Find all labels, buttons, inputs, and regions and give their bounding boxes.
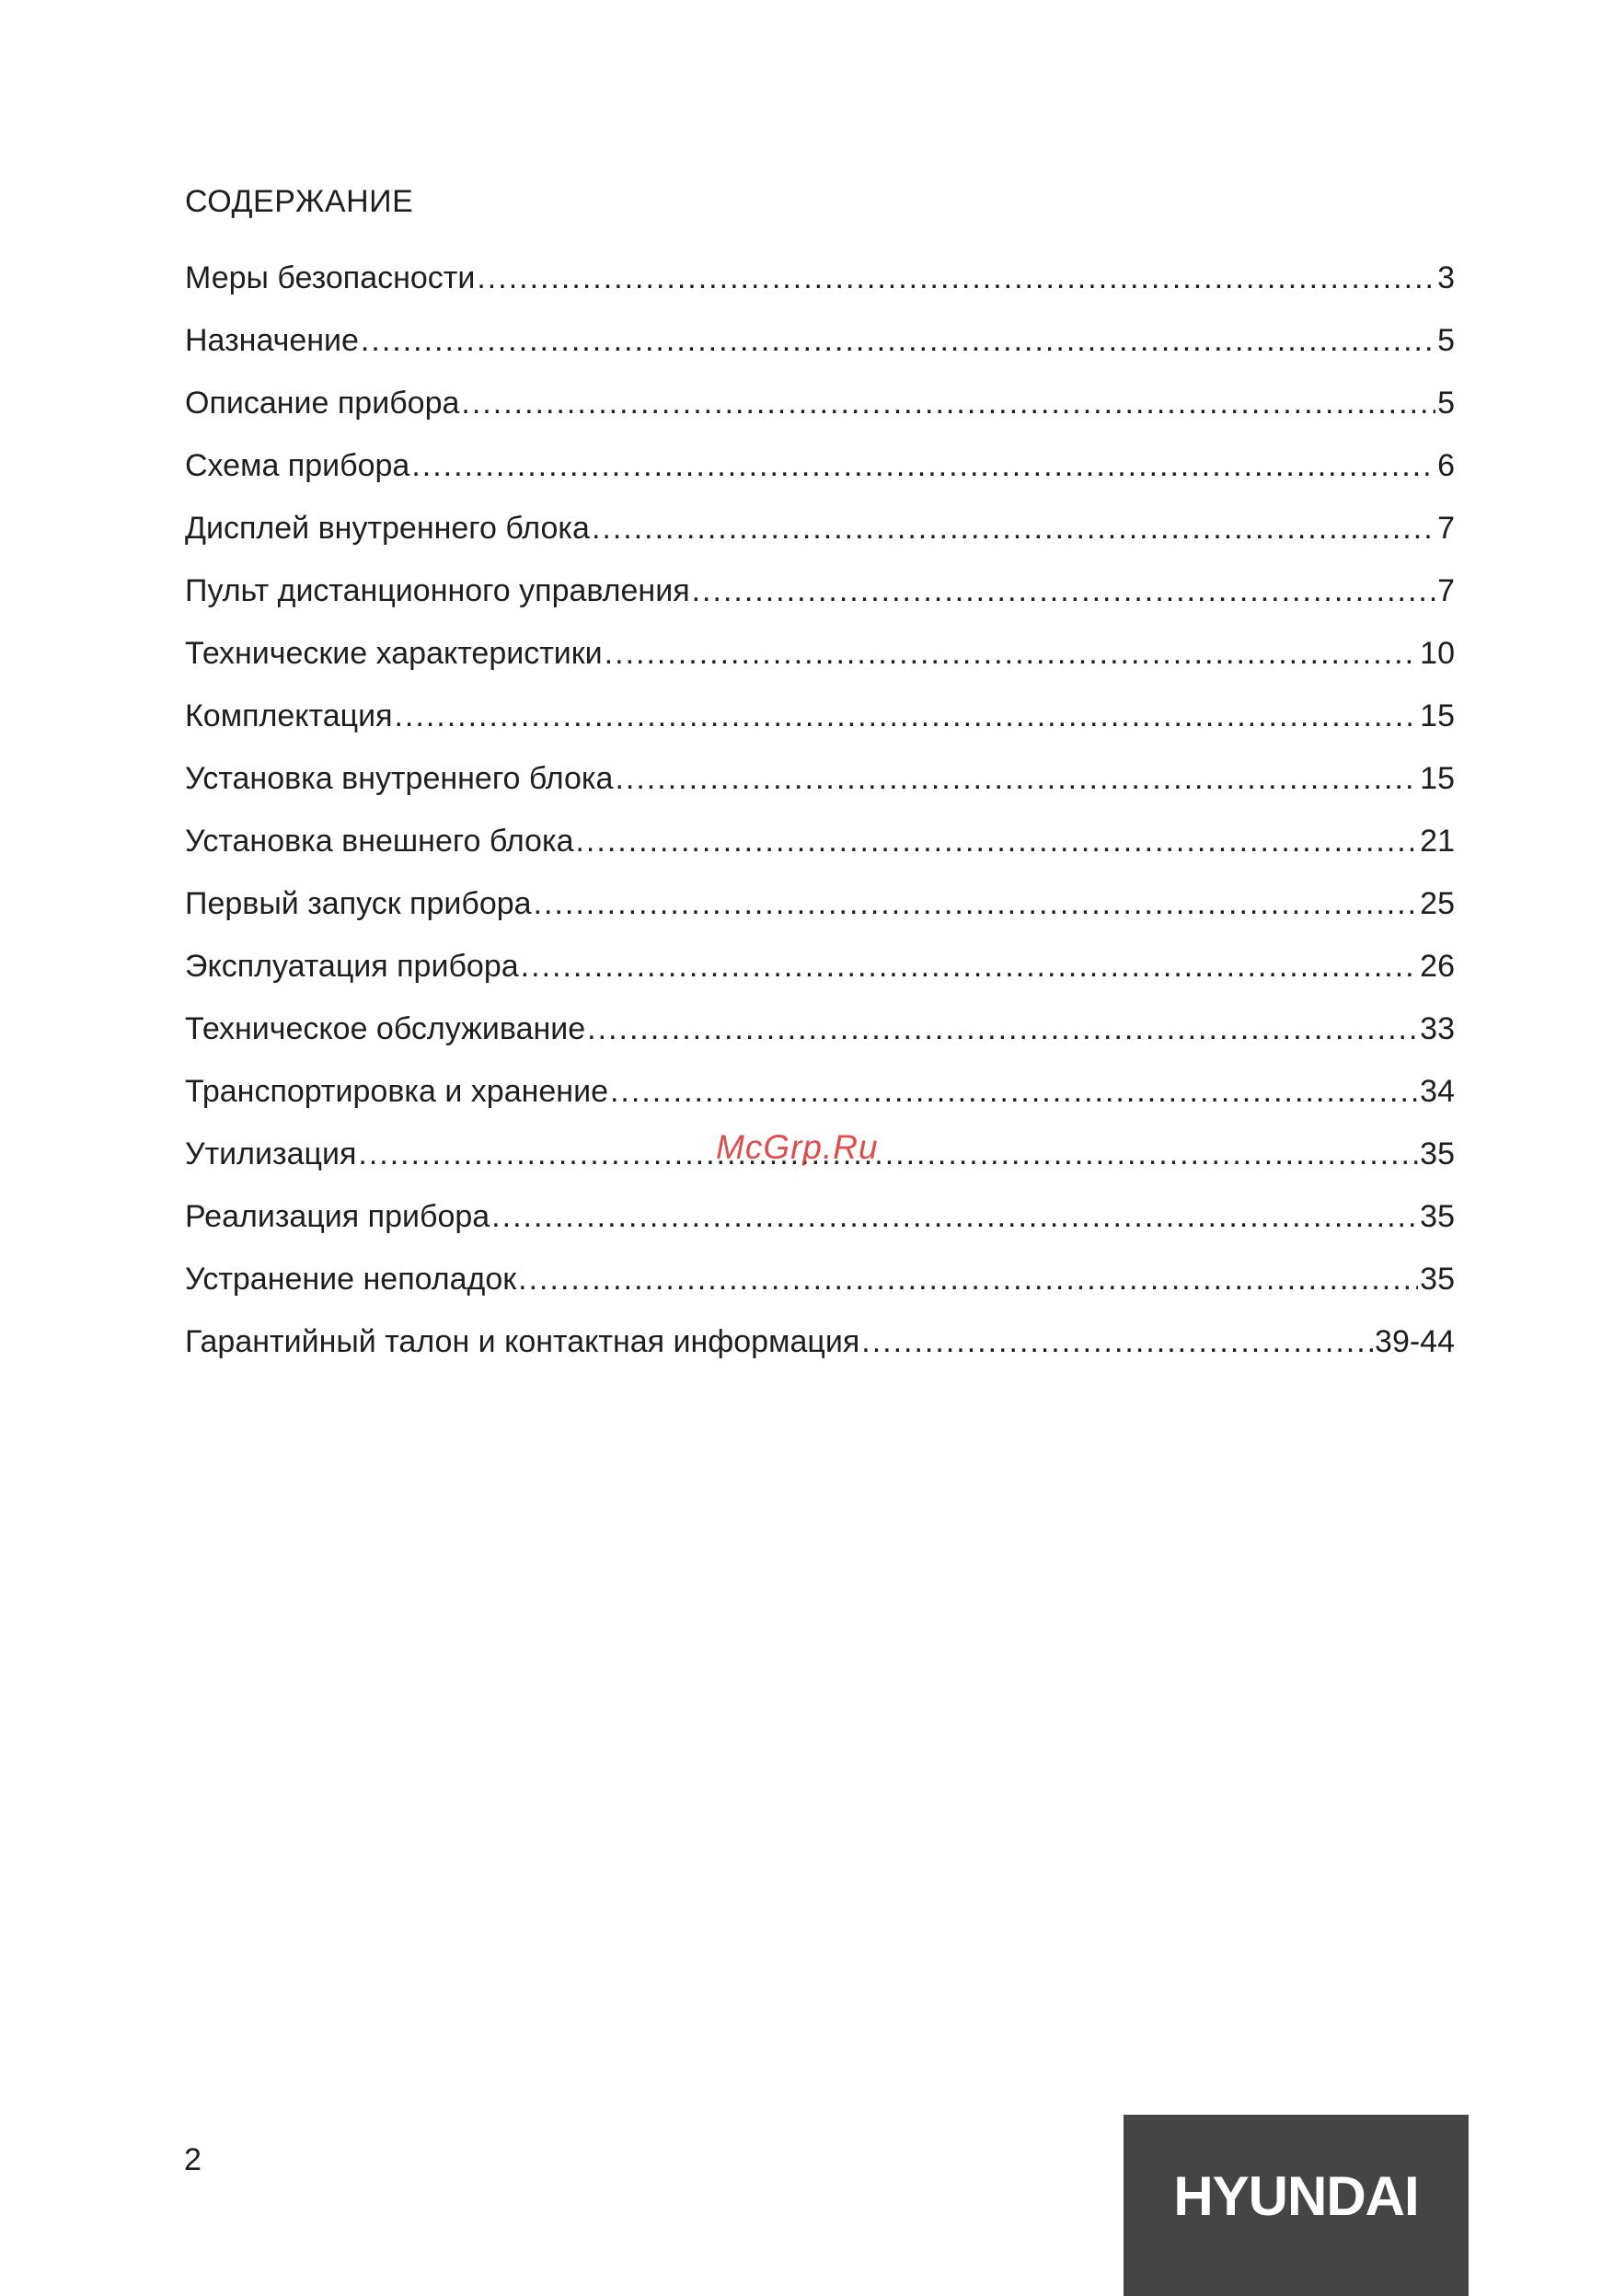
toc-entry[interactable] [185,1123,1455,1185]
toc-entry-page: 6 [1437,448,1455,483]
toc-entry-label: Техническое обслуживание [185,1011,586,1046]
toc-entry[interactable] [185,872,1455,935]
toc-entry[interactable] [185,1310,1455,1373]
toc-title: СОДЕРЖАНИЕ [185,184,414,219]
dot-leader [610,1073,1418,1110]
dot-leader [861,1323,1373,1360]
toc-entry-page: 5 [1437,323,1455,358]
dot-leader [361,322,1435,359]
dot-leader [615,760,1418,797]
toc-entry-page: 10 [1420,636,1455,671]
toc-entry-label: Описание прибора [185,386,460,421]
toc-entry-label: Утилизация [185,1136,357,1171]
toc-entry-page: 7 [1437,573,1455,608]
toc-entry-label: Комплектация [185,698,393,733]
dot-leader [491,1198,1418,1235]
toc-entry-label: Реализация прибора [185,1199,490,1234]
toc-entry[interactable] [185,622,1455,685]
toc-entry-label: Транспортировка и хранение [185,1074,608,1109]
toc-entry[interactable] [185,998,1455,1060]
toc-entry-page: 35 [1420,1136,1455,1171]
toc-entry-page: 15 [1420,761,1455,796]
toc-entry-label: Схема прибора [185,448,410,483]
toc-entry[interactable] [185,1248,1455,1310]
brand-logo-text: HYUNDAI [1173,2165,1419,2227]
dot-leader [411,447,1435,484]
toc-entry[interactable] [185,747,1455,810]
toc-entry[interactable] [185,560,1455,622]
toc-entry[interactable] [185,247,1455,309]
toc-entry[interactable] [185,497,1455,560]
toc-entry-page: 26 [1420,949,1455,984]
toc-entry-label: Дисплей внутреннего блока [185,511,590,546]
toc-entry-label: Устранение неполадок [185,1262,517,1297]
toc-entry-label: Пульт дистанционного управления [185,573,690,608]
toc-entry[interactable] [185,372,1455,434]
toc-entry-page: 3 [1437,260,1455,295]
toc-entry-page: 21 [1420,824,1455,859]
toc-entry-page: 25 [1420,886,1455,921]
toc-entry-label: Первый запуск прибора [185,886,532,921]
toc-entry-label: Установка внешнего блока [185,824,574,859]
toc-entry-page: 34 [1420,1074,1455,1109]
dot-leader [521,948,1419,985]
dot-leader [587,1010,1418,1047]
toc-entry-page: 15 [1420,698,1455,733]
toc-entry[interactable] [185,309,1455,372]
toc-entry[interactable] [185,935,1455,998]
page-number: 2 [184,2142,202,2177]
brand-logo [1124,2115,1469,2296]
toc-entry-label: Технические характеристики [185,636,603,671]
dot-leader [692,572,1435,609]
dot-leader [394,698,1418,734]
table-of-contents [185,247,1455,1373]
toc-entry-page: 35 [1420,1262,1455,1297]
dot-leader [534,885,1419,922]
toc-entry[interactable] [185,685,1455,747]
toc-entry-page: 39-44 [1375,1324,1455,1359]
toc-entry-page: 5 [1437,386,1455,421]
watermark: McGrp.Ru [716,1128,879,1166]
dot-leader [477,260,1435,296]
toc-entry-label: Меры безопасности [185,260,476,295]
toc-entry-label: Гарантийный талон и контактная информация [185,1324,860,1359]
toc-entry[interactable] [185,1185,1455,1248]
toc-entry[interactable] [185,1060,1455,1123]
toc-entry-page: 33 [1420,1011,1455,1046]
dot-leader [518,1261,1418,1298]
dot-leader [592,510,1435,547]
toc-entry-label: Установка внутреннего блока [185,761,614,796]
dot-leader [358,1136,1418,1172]
toc-entry[interactable] [185,434,1455,497]
toc-entry-label: Эксплуатация прибора [185,949,519,984]
toc-entry-label: Назначение [185,323,359,358]
dot-leader [575,823,1418,860]
toc-entry-page: 35 [1420,1199,1455,1234]
toc-entry-page: 7 [1437,511,1455,546]
toc-entry[interactable] [185,810,1455,872]
dot-leader [605,635,1419,672]
dot-leader [461,385,1435,421]
